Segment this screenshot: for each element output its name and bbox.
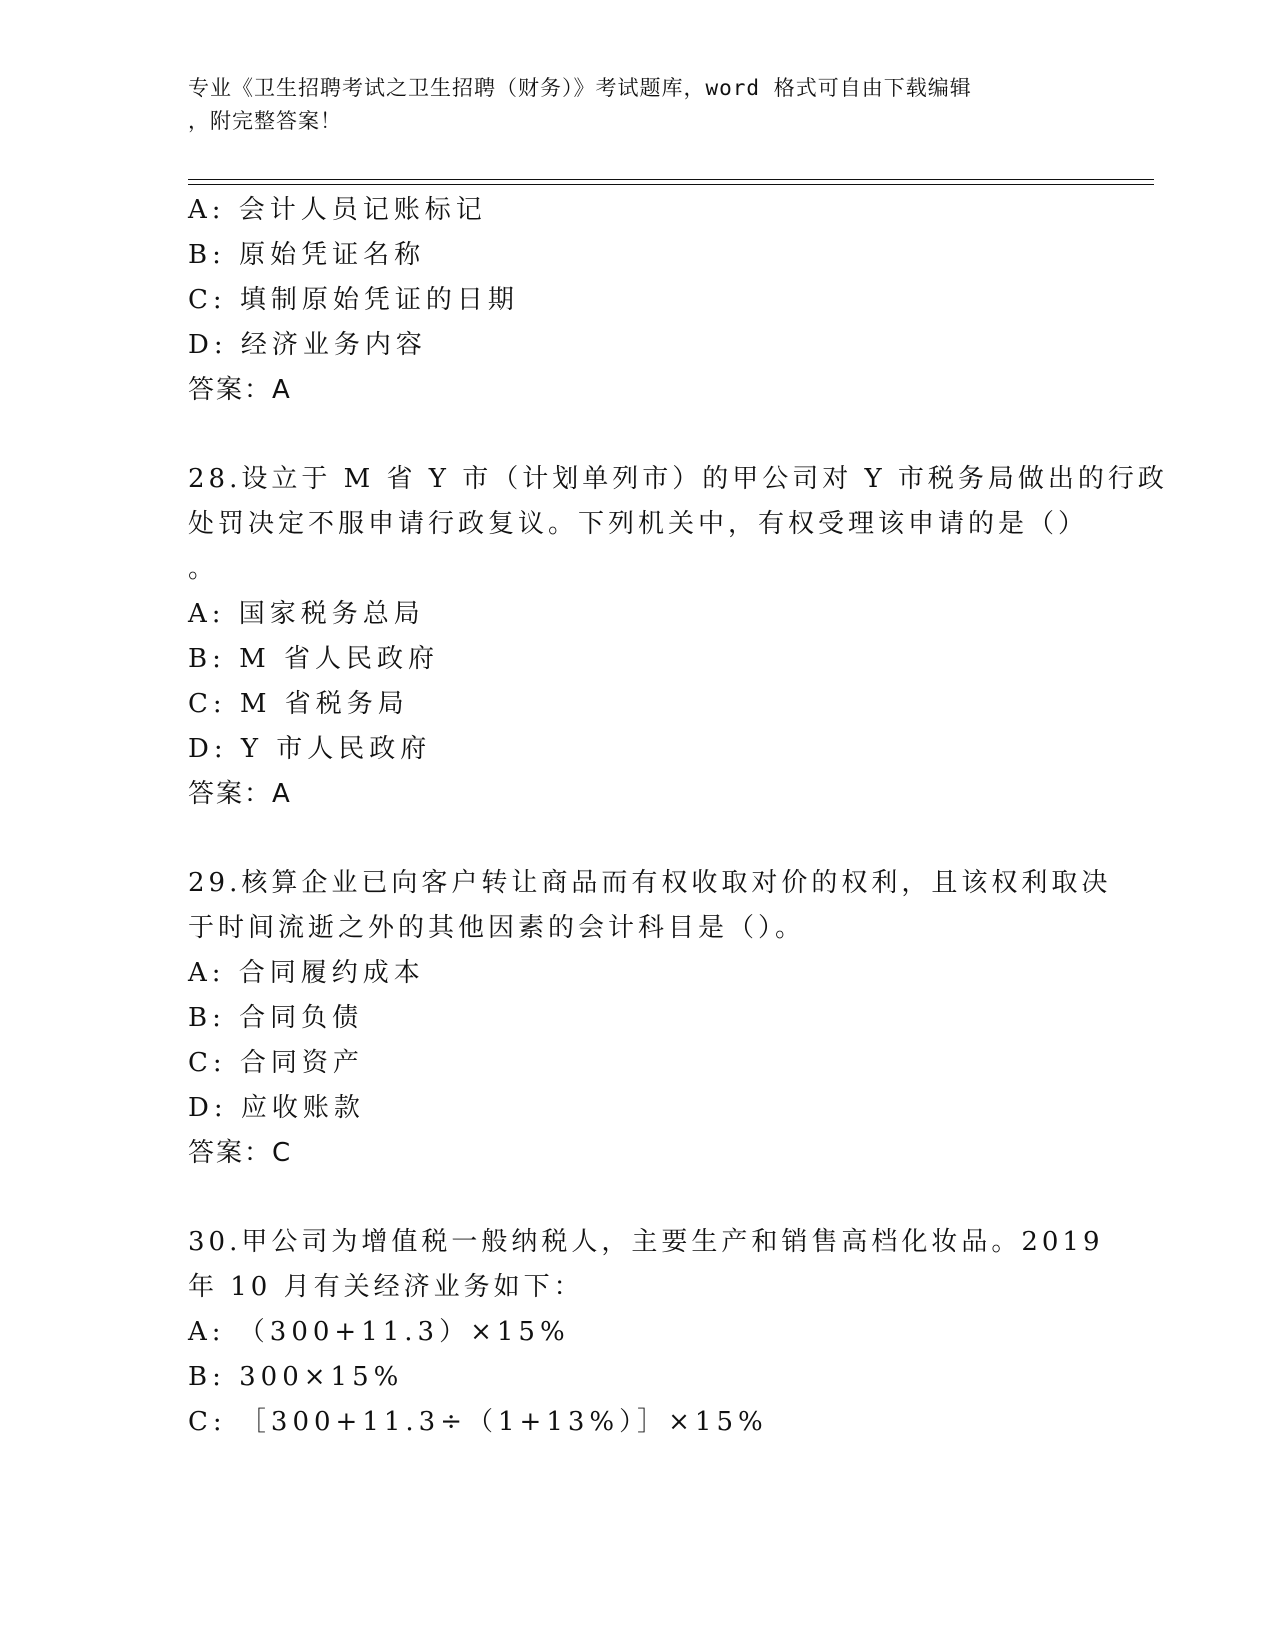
q30-option-a: A: （300+11.3）×15% (188, 1317, 570, 1347)
prev-option-d: D: 经济业务内容 (188, 330, 427, 360)
q28-text-line-3: 。 (188, 554, 219, 584)
q29-option-d: D: 应收账款 (188, 1093, 365, 1123)
header-divider-bottom (188, 184, 1154, 185)
header-line-1: 专业《卫生招聘考试之卫生招聘（财务）》考试题库，word 格式可自由下载编辑 (188, 76, 972, 100)
prev-option-c: C: 填制原始凭证的日期 (188, 285, 519, 315)
q29-text-line-1: 29.核算企业已向客户转让商品而有权收取对价的权利，且该权利取决 (188, 868, 1112, 898)
q28-option-d: D: Y 市人民政府 (188, 734, 432, 764)
prev-answer: 答案：A (188, 375, 292, 405)
prev-option-a: A: 会计人员记账标记 (188, 195, 487, 225)
q29-option-c: C: 合同资产 (188, 1048, 364, 1078)
q30-option-b: B: 300×15% (188, 1362, 404, 1392)
q29-answer: 答案：C (188, 1138, 293, 1168)
q29-option-b: B: 合同负债 (188, 1003, 364, 1033)
q30-text-line-1: 30.甲公司为增值税一般纳税人，主要生产和销售高档化妆品。2019 (188, 1227, 1104, 1257)
header-divider-top (188, 179, 1154, 180)
q30-text-line-2: 年 10 月有关经济业务如下： (188, 1272, 584, 1302)
document-header (188, 72, 1088, 138)
prev-option-b: B: 原始凭证名称 (188, 240, 426, 270)
q28-answer: 答案：A (188, 779, 292, 809)
q30-option-c: C: ［300+11.3÷（1+13%）］×15% (188, 1407, 768, 1437)
header-line-2: ，附完整答案！ (188, 109, 342, 133)
q28-text-line-2: 处罚决定不服申请行政复议。下列机关中，有权受理该申请的是（） (188, 509, 1089, 539)
q28-option-c: C: M 省税务局 (188, 689, 409, 719)
q29-option-a: A: 合同履约成本 (188, 958, 425, 988)
q29-text-line-2: 于时间流逝之外的其他因素的会计科目是（）。 (188, 913, 806, 943)
q28-text-line-1: 28.设立于 M 省 Y 市（计划单列市）的甲公司对 Y 市税务局做出的行政 (188, 464, 1168, 494)
q28-option-b: B: M 省人民政府 (188, 644, 440, 674)
q28-option-a: A: 国家税务总局 (188, 599, 425, 629)
